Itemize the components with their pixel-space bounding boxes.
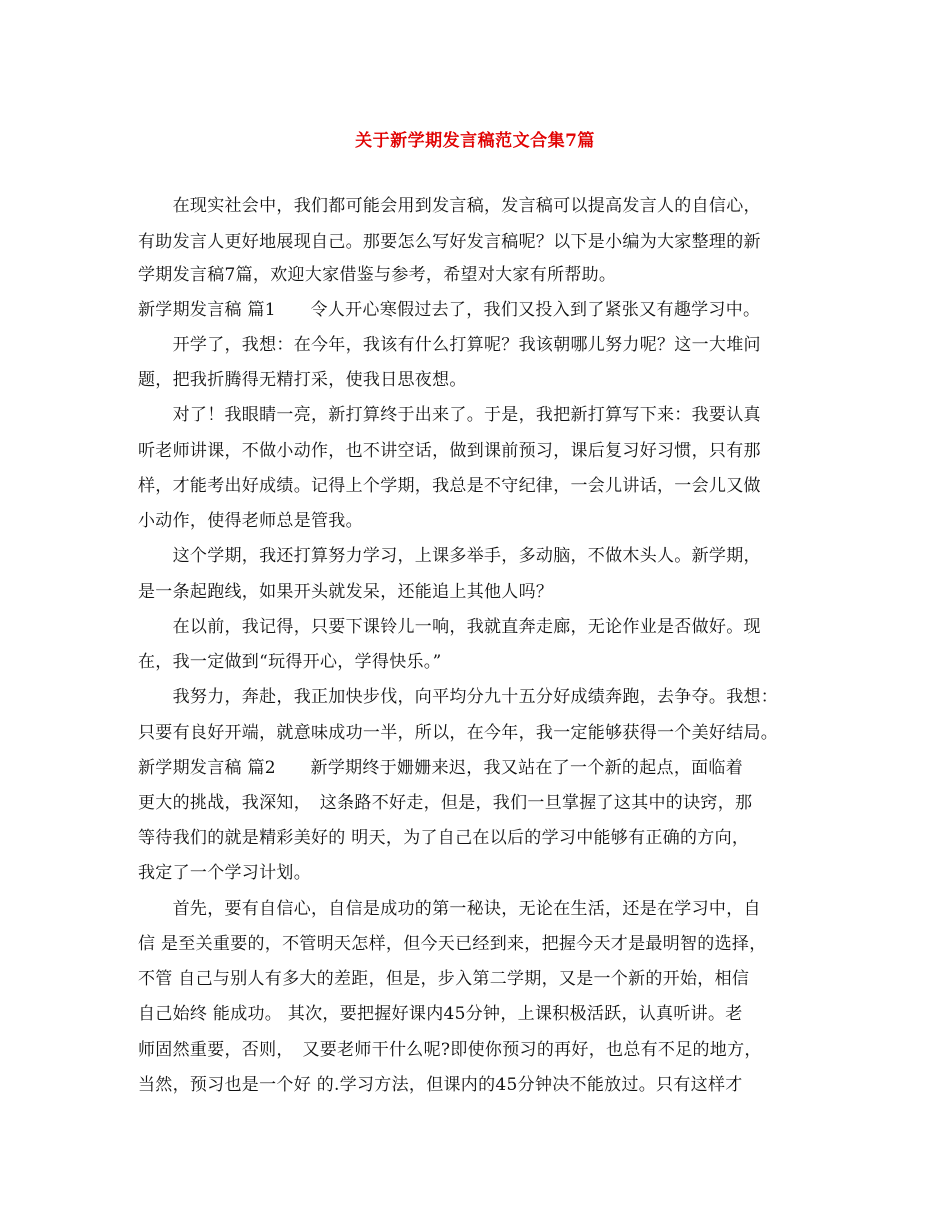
- section-heading-line: 新学期发言稿 篇2 新学期终于姗姗来迟，我又站在了一个新的起点，面临着: [138, 758, 744, 778]
- paragraph-line: 这个学期，我还打算努力学习，上课多举手，多动脑，不做木头人。新学期，: [138, 546, 761, 566]
- paragraph-line: 不管 自己与别人有多大的差距，但是，步入第二学期，又是一个新的开始，相信: [138, 969, 750, 989]
- paragraph-line: 样，才能考出好成绩。记得上个学期，我总是不守纪律，一会儿讲话，一会儿又做: [138, 476, 761, 496]
- paragraph-line: 我努力，奔赴，我正加快步伐，向平均分九十五分好成绩奔跑，去争夺。我想：: [138, 687, 779, 707]
- paragraph-line: 当然，预习也是一个好 的.学习方法，但课内的45分钟决不能放过。只有这样才: [138, 1075, 743, 1095]
- paragraph-line: 自己始终 能成功。 其次，要把握好课内45分钟，上课积极活跃，认真听讲。老: [138, 1004, 743, 1024]
- paragraph-line: 小动作，使得老师总是管我。: [138, 511, 363, 531]
- paragraph-line: 只要有良好开端，就意味成功一半，所以，在今年，我一定能够获得一个美好结局。: [138, 723, 779, 743]
- paragraph-line: 对了！我眼睛一亮，新打算终于出来了。于是，我把新打算写下来：我要认真: [138, 405, 761, 425]
- paragraph-line: 在以前，我记得，只要下课铃儿一响，我就直奔走廊，无论作业是否做好。现: [138, 617, 761, 637]
- paragraph-line: 是一条起跑线，如果开头就发呆，还能追上其他人吗？: [138, 582, 554, 602]
- paragraph-line: 在，我一定做到“玩得开心，学得快乐。”: [138, 652, 442, 672]
- paragraph-line: 开学了，我想：在今年，我该有什么打算呢？我该朝哪儿努力呢？这一大堆问: [138, 335, 761, 355]
- document-title: 关于新学期发言稿范文合集7篇: [355, 131, 595, 151]
- paragraph-line: 师固然重要，否则， 又要老师干什么呢?即使你预习的再好，也总有不足的地方，: [138, 1040, 762, 1060]
- section-heading-line: 新学期发言稿 篇1 令人开心寒假过去了，我们又投入到了紧张又有趣学习中。: [138, 300, 761, 320]
- paragraph-line: 等待我们的就是精彩美好的 明天，为了自己在以后的学习中能够有正确的方向，: [138, 828, 750, 848]
- paragraph-line: 学期发言稿7篇，欢迎大家借鉴与参考，希望对大家有所帮助。: [138, 265, 617, 285]
- paragraph-line: 信 是至关重要的，不管明天怎样，但今天已经到来，把握今天才是最明智的选择，: [138, 934, 767, 954]
- paragraph-line: 有助发言人更好地展现自己。那要怎么写好发言稿呢？以下是小编为大家整理的新: [138, 232, 761, 252]
- paragraph-line: 我定了一个学习计划。: [138, 863, 311, 883]
- paragraph-line: 首先，要有自信心，自信是成功的第一秘诀，无论在生活，还是在学习中，自: [138, 899, 761, 919]
- paragraph-line: 听老师讲课，不做小动作，也不讲空话，做到课前预习，课后复习好习惯，只有那: [138, 441, 761, 461]
- paragraph-line: 题，把我折腾得无精打采，使我日思夜想。: [138, 370, 467, 390]
- paragraph-line: 在现实社会中，我们都可能会用到发言稿，发言稿可以提高发言人的自信心，: [138, 196, 761, 216]
- paragraph-line: 更大的挑战，我深知， 这条路不好走，但是，我们一旦掌握了这其中的诀窍，那: [138, 793, 753, 813]
